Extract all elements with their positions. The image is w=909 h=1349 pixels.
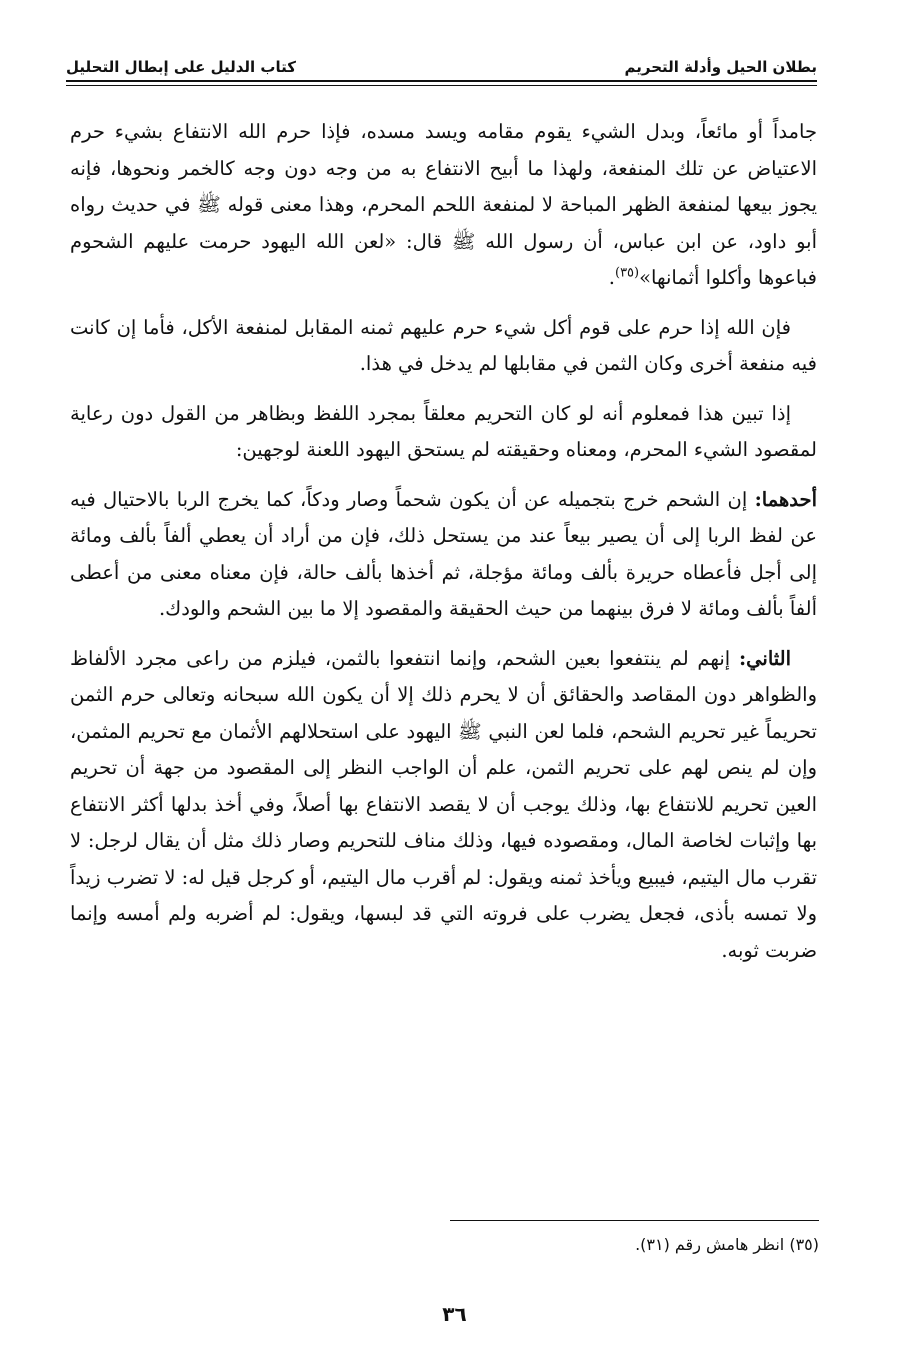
footnote-rule	[450, 1220, 819, 1221]
paragraph-5	[70, 641, 817, 970]
header-rule	[66, 80, 817, 86]
footnote-reference: (٣٥)	[614, 265, 640, 281]
header-right-title: بطلان الحيل وأدلة التحريم	[624, 58, 817, 76]
paragraph-1	[70, 114, 817, 297]
page-number: ٣٦	[442, 1302, 467, 1326]
paragraph-4	[70, 482, 817, 628]
paragraph-4-lead: أحدهما:	[754, 487, 817, 511]
main-text	[70, 114, 817, 982]
footnote: (٣٥) انظر هامش رقم (٣١).	[635, 1235, 819, 1254]
header-left-title: كتاب الدليل على إبطال التحليل	[66, 58, 296, 76]
paragraph-4-text: إن الشحم خرج بتجميله عن أن يكون شحماً وصار ودكاً، كما يخرج الربا بالاحتيال فيه عن لفظ الربا إلى أن يصير بيعاً عند من يستحل ذلك، فإن من أراد أن يعطي ألفاً بألف ومائة إلى أجل فأعطاه حريرة بألف ومائة مؤجلة، ثم أخذها بألف حالة، فإن معناه معنى من أعطى ألفاً بألف ومائة لا فرق بينهما من حيث الحقيقة والمقصود إلا ما بين الشحم والودك.	[70, 487, 817, 620]
running-header	[66, 46, 817, 76]
paragraph-2: فإن الله إذا حرم على قوم أكل شيء حرم عليهم ثمنه المقابل لمنفعة الأكل، فأما إن كانت فيه منفعة أخرى وكان الثمن في مقابلها لم يدخل في هذا.	[70, 315, 817, 375]
paragraph-5-text: إنهم لم ينتفعوا بعين الشحم، وإنما انتفعوا بالثمن، فيلزم من راعى مجرد الألفاظ والظواهر دون المقاصد والحقائق أن لا يحرم ذلك إلا أن يكون الله سبحانه وتعالى حرم الثمن تحريماً غير تحريم الشحم، فلما لعن النبي ﷺ اليهود على استحلالهم الأثمان مع تحريم المثمن، وإن لم ينص لهم على تحريم الثمن، علم أن الواجب النظر إلى المقصود من جهة أن تحريم العين تحريم للانتفاع بها، وذلك يوجب أن لا يقصد الانتفاع بها أصلاً، وفي أخذ بدلها أكثر الانتفاع بها وإثبات لخاصة المال، ومقصوده فيها، وذلك مناف للتحريم وصار ذلك مثل أن يقال لرجل: لا تقرب مال اليتيم، فيبيع ويأخذ ثمنه ويقول: لم أقرب مال اليتيم، أو كرجل قيل له: لا تضرب زيداً ولا تمسه بأذى، فجعل يضرب على فروته التي قد لبسها، ويقول: لم أضربه ولم أمسه وإنما ضربت ثوبه.	[70, 646, 817, 962]
paragraph-1-end: .	[608, 266, 615, 289]
paragraph-5-lead: الثاني:	[738, 646, 792, 670]
paragraph-3: إذا تبين هذا فمعلوم أنه لو كان التحريم معلقاً بمجرد اللفظ وبظاهر من القول دون رعاية لمقصود الشيء المحرم، ومعناه وحقيقته لم يستحق اليهود اللعنة لوجهين:	[70, 401, 817, 461]
paragraph-1-text: جامداً أو مائعاً، وبدل الشيء يقوم مقامه ويسد مسده، فإذا حرم الله الانتفاع بشيء حرم الاعتياض عن تلك المنفعة، ولهذا ما أبيح الانتفاع به من وجه دون وجه كالخمر ونحوها، فإنه يجوز بيعها لمنفعة الظهر المباحة لا لمنفعة اللحم المحرم، وهذا معنى قوله ﷺ في حديث رواه أبو داود، عن ابن عباس، أن رسول الله ﷺ قال: «لعن الله اليهود حرمت عليهم الشحوم فباعوها وأكلوا أثمانها»	[70, 120, 817, 289]
